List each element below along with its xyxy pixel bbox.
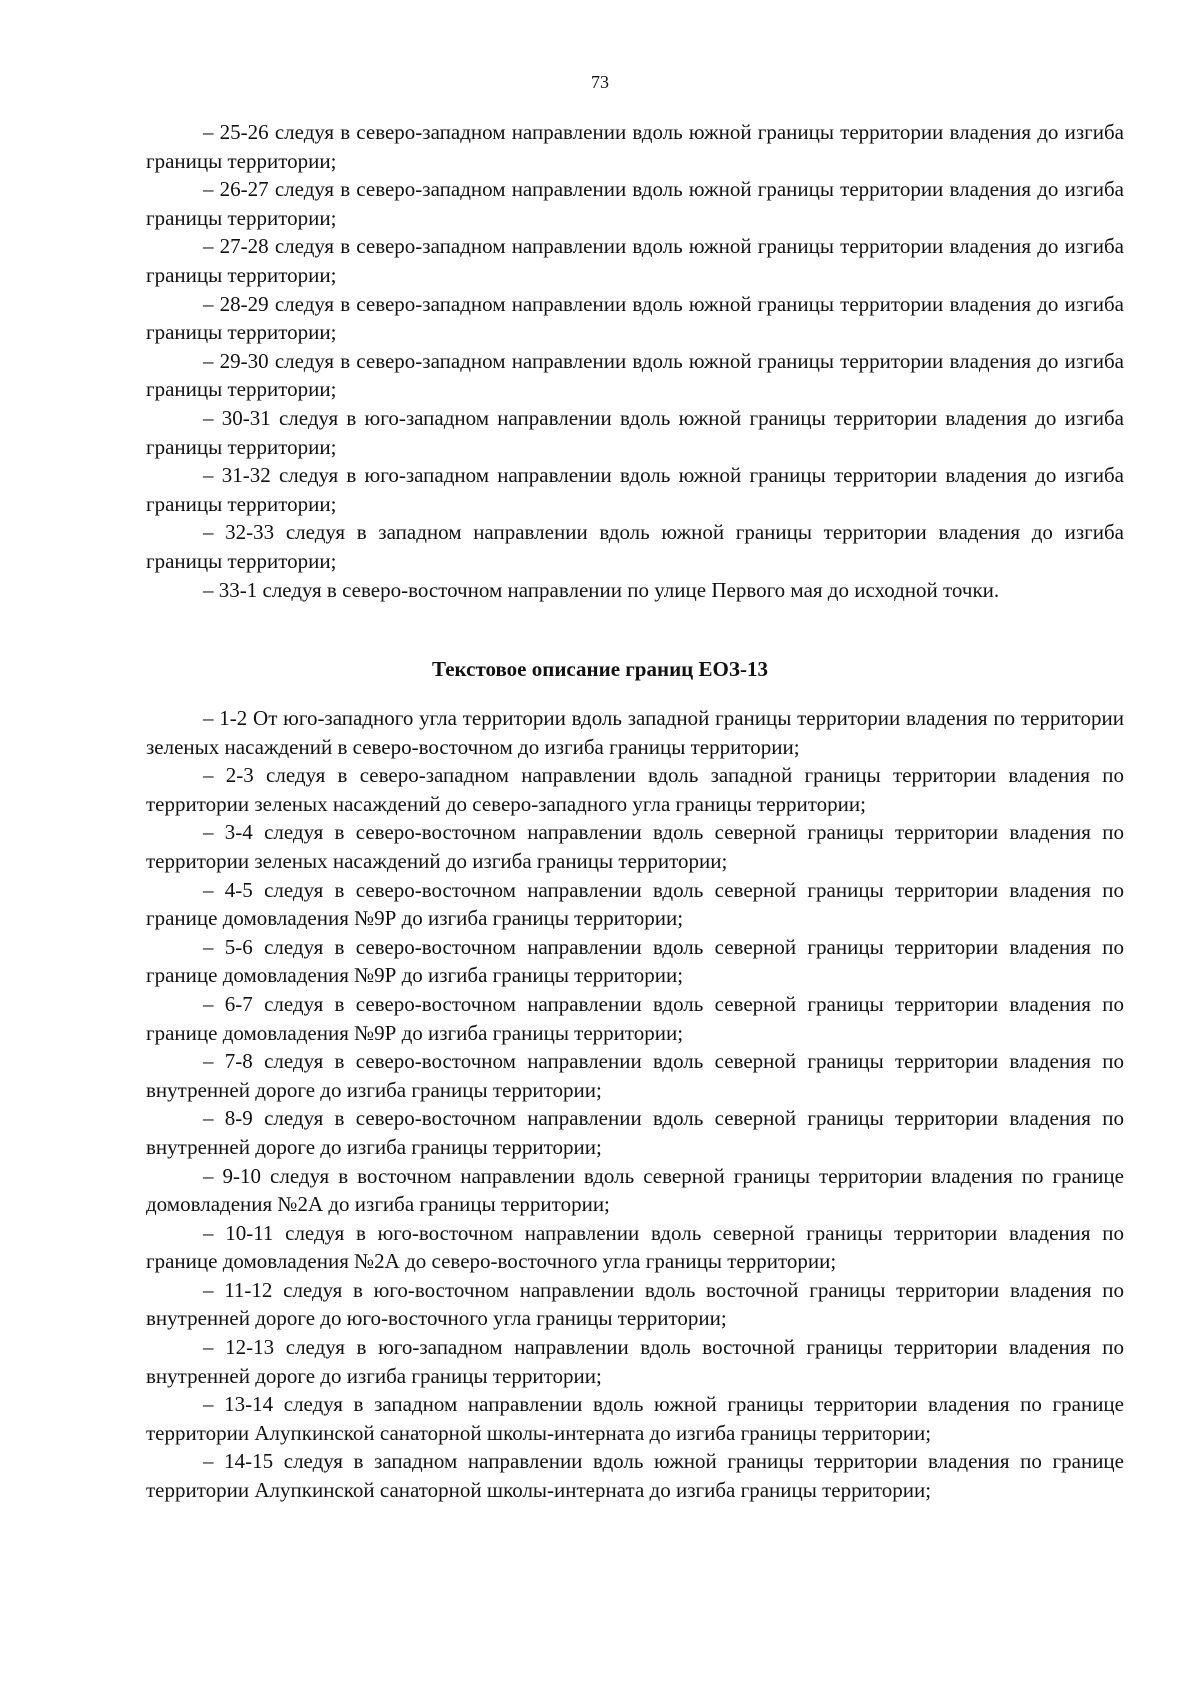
boundary-item: – 12-13 следуя в юго-западном направлении вдоль восточной границы территории владения по внутренней дороге до изгиба границы территории; xyxy=(146,1335,1124,1388)
boundary-item: – 7-8 следуя в северо-восточном направлении вдоль северной границы территории владения по внутренней дороге до изгиба границы территории; xyxy=(146,1049,1124,1102)
boundary-item: – 10-11 следуя в юго-восточном направлении вдоль северной границы территории владения по границе домовладения №2А до северо-восточного угла границы территории; xyxy=(146,1220,1124,1274)
boundary-item: – 26-27 следуя в северо-западном направлении вдоль южной границы территории владения до изгиба границы территории; xyxy=(146,177,1124,230)
section-heading: Текстовое описание границ ЕОЗ-13 xyxy=(432,657,768,681)
boundary-list-eoz-13 xyxy=(146,704,1124,1505)
boundary-item: – 33-1 следуя в северо-восточном направлении по улице Первого мая до исходной точки. xyxy=(203,577,1000,602)
boundary-item: – 13-14 следуя в западном направлении вдоль южной границы территории владения по границе территории Алупкинской санаторной школы-интерната до изгиба границы территории; xyxy=(146,1392,1124,1445)
page-number: 73 xyxy=(591,72,609,92)
boundary-list-continued xyxy=(146,118,1124,604)
boundary-item: – 6-7 следуя в северо-восточном направлении вдоль северной границы территории владения по границе домовладения №9Р до изгиба границы территории; xyxy=(146,991,1124,1045)
boundary-item: – 27-28 следуя в северо-западном направлении вдоль южной границы территории владения до изгиба границы территории; xyxy=(146,234,1124,287)
boundary-item: – 29-30 следуя в северо-западном направлении вдоль южной границы территории владения до изгиба границы территории; xyxy=(146,348,1124,402)
boundary-item: – 32-33 следуя в западном направлении вдоль южной границы территории владения до изгиба границы территории; xyxy=(146,520,1124,573)
boundary-item: – 28-29 следуя в северо-западном направлении вдоль южной границы территории владения до изгиба границы территории; xyxy=(146,291,1124,345)
boundary-item: – 1-2 От юго-западного угла территории вдоль западной границы территории владения по территории зеленых насаждений в северо-восточном до изгиба границы территории; xyxy=(146,706,1124,759)
boundary-item: – 25-26 следуя в северо-западном направлении вдоль южной границы территории владения до изгиба границы территории; xyxy=(146,120,1124,173)
boundary-item: – 3-4 следуя в северо-восточном направлении вдоль северной границы территории владения по территории зеленых насаждений до изгиба границы территории; xyxy=(146,820,1124,873)
boundary-item: – 14-15 следуя в западном направлении вдоль южной границы территории владения по границе территории Алупкинской санаторной школы-интерната до изгиба границы территории; xyxy=(146,1449,1124,1503)
boundary-item: – 9-10 следуя в восточном направлении вдоль северной границы территории владения по границе домовладения №2А до изгиба границы территории; xyxy=(146,1163,1124,1217)
boundary-item: – 4-5 следуя в северо-восточном направлении вдоль северной границы территории владения по границе домовладения №9Р до изгиба границы территории; xyxy=(146,877,1124,931)
boundary-item: – 31-32 следуя в юго-западном направлении вдоль южной границы территории владения до изгиба границы территории; xyxy=(146,463,1124,516)
boundary-item: – 8-9 следуя в северо-восточном направлении вдоль северной границы территории владения по внутренней дороге до изгиба границы территории; xyxy=(146,1106,1124,1159)
boundary-item: – 2-3 следуя в северо-западном направлении вдоль западной границы территории владения по территории зеленых насаждений до северо-западного угла границы территории; xyxy=(146,763,1124,816)
boundary-item: – 5-6 следуя в северо-восточном направлении вдоль северной границы территории владения по границе домовладения №9Р до изгиба границы территории; xyxy=(146,934,1124,988)
boundary-item: – 30-31 следуя в юго-западном направлении вдоль южной границы территории владения до изгиба границы территории; xyxy=(146,405,1124,459)
boundary-item: – 11-12 следуя в юго-восточном направлении вдоль восточной границы территории владения по внутренней дороге до юго-восточного угла границы территории; xyxy=(146,1277,1124,1331)
